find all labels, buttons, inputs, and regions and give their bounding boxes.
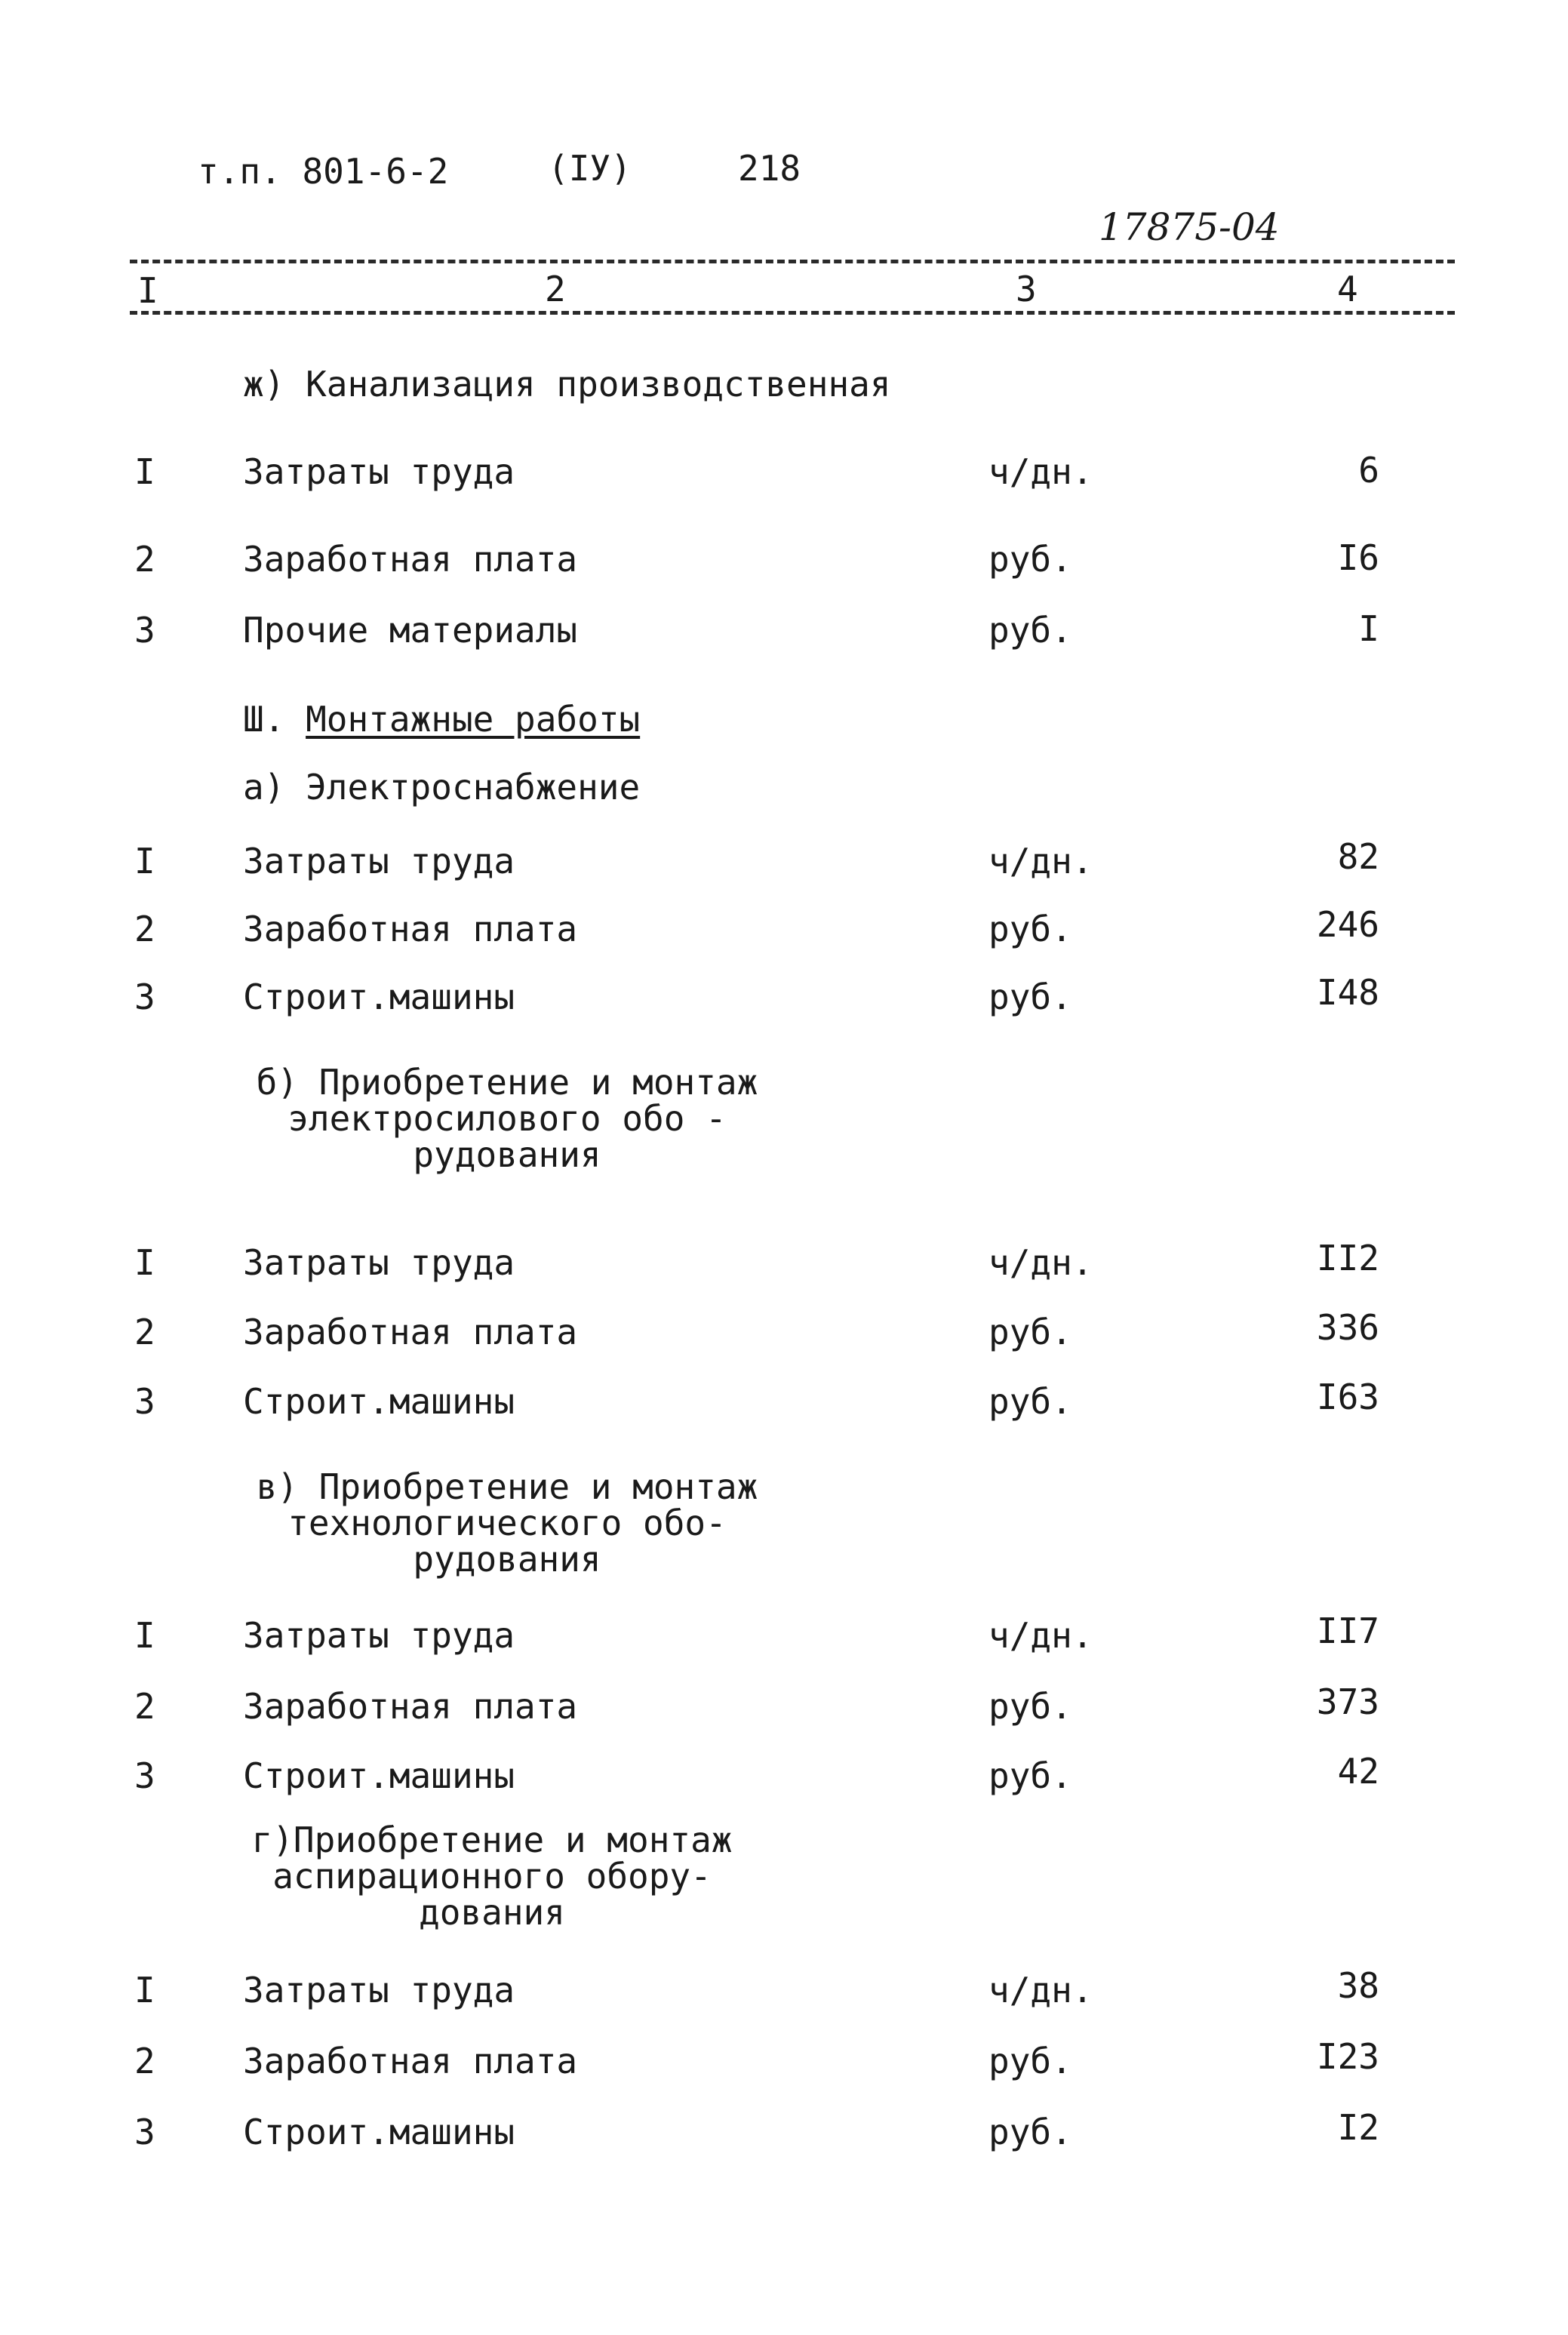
column-number-4: 4 xyxy=(1337,269,1358,309)
row-number: I xyxy=(134,1970,155,2010)
row-label: Строит.машины xyxy=(243,1381,515,1422)
row-value: 373 xyxy=(1316,1681,1379,1722)
row-value: II7 xyxy=(1316,1611,1379,1651)
row-unit: ч/дн. xyxy=(988,1615,1093,1656)
section-title-line: технологического обо- xyxy=(287,1503,727,1543)
header-bottom-divider xyxy=(130,311,1455,315)
handwritten-code: 17875-04 xyxy=(1099,205,1280,249)
row-unit: руб. xyxy=(988,610,1072,651)
section-title: а) Электроснабжение xyxy=(243,767,641,808)
row-number: 3 xyxy=(134,1755,155,1796)
section-title-line: б) Приобретение и монтаж xyxy=(256,1062,758,1103)
row-value: I xyxy=(1358,608,1379,649)
document-number: т.п. 801-6-2 xyxy=(198,151,449,192)
row-unit: руб. xyxy=(988,539,1072,580)
row-unit: руб. xyxy=(988,2041,1072,2081)
section-title-line: дования xyxy=(419,1892,565,1933)
row-number: I xyxy=(134,841,155,881)
row-label: Строит.машины xyxy=(243,1755,515,1796)
section-title-line: в) Приобретение и монтаж xyxy=(256,1466,758,1507)
page-number: 218 xyxy=(738,148,801,189)
row-unit: руб. xyxy=(988,1381,1072,1422)
row-value: 82 xyxy=(1337,836,1379,877)
row-value: II2 xyxy=(1316,1238,1379,1278)
row-unit: ч/дн. xyxy=(988,1970,1093,2010)
row-label: Затраты труда xyxy=(243,841,515,881)
row-number: I xyxy=(134,1615,155,1656)
row-value: 42 xyxy=(1337,1751,1379,1792)
row-value: I23 xyxy=(1316,2036,1379,2077)
row-unit: руб. xyxy=(988,977,1072,1017)
row-value: I48 xyxy=(1316,972,1379,1013)
row-unit: руб. xyxy=(988,1312,1072,1352)
row-label: Заработная плата xyxy=(243,2041,578,2081)
row-label: Затраты труда xyxy=(243,1615,515,1656)
row-unit: ч/дн. xyxy=(988,1242,1093,1283)
row-number: 3 xyxy=(134,977,155,1017)
row-value: 38 xyxy=(1337,1965,1379,2006)
part-roman: Ш. xyxy=(243,699,285,740)
section-title-line: рудования xyxy=(413,1134,601,1175)
row-value: I6 xyxy=(1337,537,1379,578)
section-title: ж) Канализация производственная xyxy=(243,364,891,405)
row-unit: руб. xyxy=(988,2112,1072,2152)
row-number: 2 xyxy=(134,909,155,949)
row-label: Заработная плата xyxy=(243,1686,578,1727)
row-number: 3 xyxy=(134,610,155,651)
row-label: Затраты труда xyxy=(243,451,515,492)
row-unit: руб. xyxy=(988,1755,1072,1796)
section-title-line: аспирационного обору- xyxy=(272,1856,712,1897)
row-label: Заработная плата xyxy=(243,909,578,949)
volume-label: (IУ) xyxy=(548,148,632,189)
row-value: 336 xyxy=(1316,1307,1379,1348)
row-label: Затраты труда xyxy=(243,1242,515,1283)
row-value: I2 xyxy=(1337,2107,1379,2148)
row-number: 2 xyxy=(134,2041,155,2081)
part-title: Монтажные работы xyxy=(306,699,641,740)
section-title-line: электросилового обо - xyxy=(287,1098,727,1139)
section-title xyxy=(243,1820,741,1933)
section-title-line: г)Приобретение и монтаж xyxy=(251,1820,733,1860)
row-label: Строит.машины xyxy=(243,2112,515,2152)
row-unit: руб. xyxy=(988,1686,1072,1727)
column-number-3: 3 xyxy=(1016,269,1037,309)
section-title-line: рудования xyxy=(413,1539,601,1580)
row-label: Заработная плата xyxy=(243,539,578,580)
row-value: 246 xyxy=(1316,904,1379,945)
row-label: Заработная плата xyxy=(243,1312,578,1352)
row-number: 2 xyxy=(134,1686,155,1727)
row-unit: ч/дн. xyxy=(988,451,1093,492)
row-unit: ч/дн. xyxy=(988,841,1093,881)
column-number-1: I xyxy=(137,270,158,311)
row-value: 6 xyxy=(1358,450,1379,491)
row-unit: руб. xyxy=(988,909,1072,949)
row-label: Прочие материалы xyxy=(243,610,578,651)
section-title xyxy=(243,1064,771,1173)
row-label: Затраты труда xyxy=(243,1970,515,2010)
row-number: 3 xyxy=(134,2112,155,2152)
column-number-2: 2 xyxy=(545,269,566,309)
part-heading xyxy=(243,699,640,740)
row-number: I xyxy=(134,451,155,492)
row-value: I63 xyxy=(1316,1377,1379,1417)
row-number: 2 xyxy=(134,539,155,580)
row-number: 2 xyxy=(134,1312,155,1352)
row-number: 3 xyxy=(134,1381,155,1422)
row-label: Строит.машины xyxy=(243,977,515,1017)
row-number: I xyxy=(134,1242,155,1283)
section-title xyxy=(243,1466,771,1580)
header-top-divider xyxy=(130,260,1455,263)
